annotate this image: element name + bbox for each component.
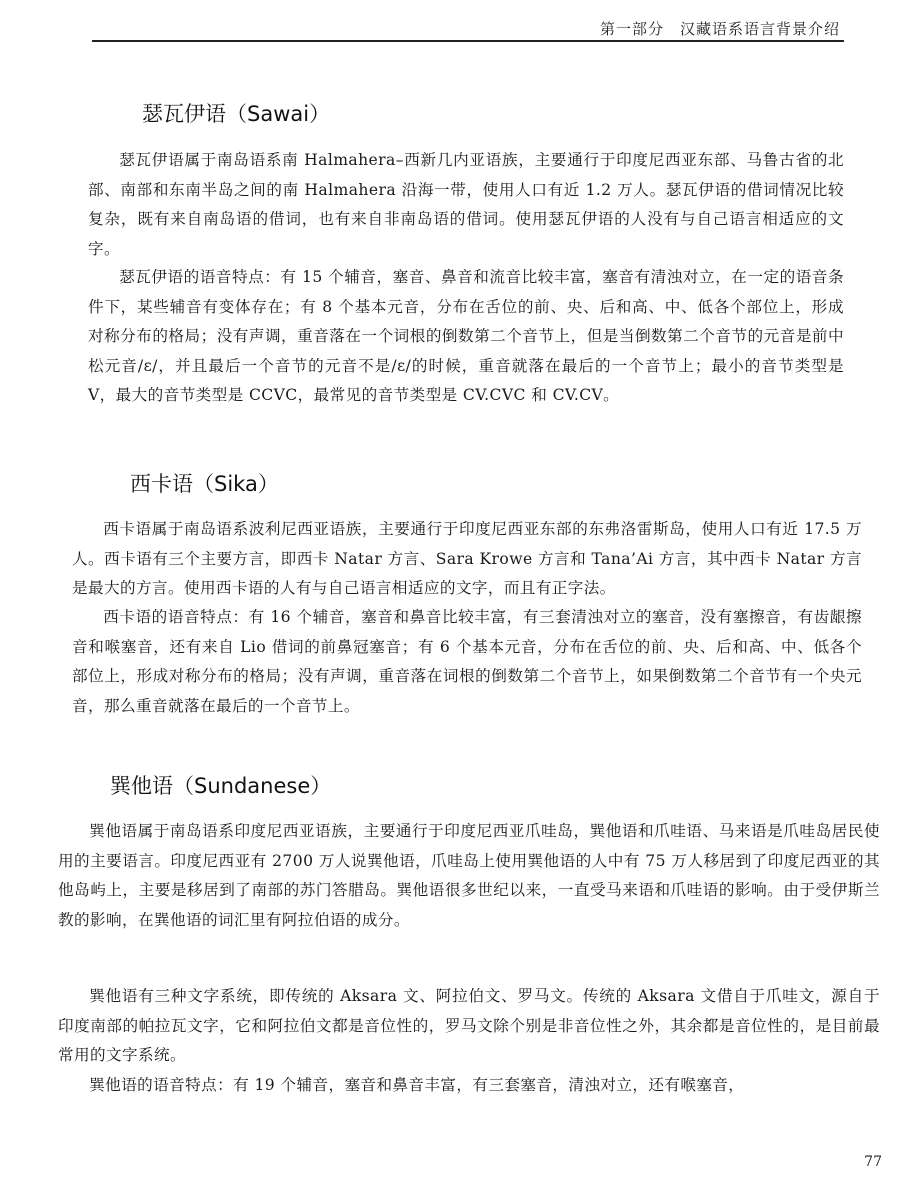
- paragraph-sawai-phonology: 瑟瓦伊语的语音特点：有 15 个辅音，塞音、鼻音和流音比较丰富，塞音有清浊对立，在一定的语音条件下，某些辅音有变体存在；有 8 个基本元音，分布在舌位的前、央、后和高、中、低各个部位上，形成对称分布的格局；没有声调，重音落在一个词根的倒数第二个音节上，但是当倒数第二个音节的元音是前中松元音/ɛ/，并且最后一个音节的元音不是/ɛ/的时候，重音就落在最后的一个音节上；最小的音节类型是 V，最大的音节类型是 CCVC，最常见的音节类型是 CV.CVC 和 CV.CV。: [88, 268, 844, 404]
- page-number: 77: [864, 1154, 882, 1170]
- paragraph-sawai-intro: 瑟瓦伊语属于南岛语系南 Halmahera–西新几内亚语族，主要通行于印度尼西亚东部、马鲁古省的北部、南部和东南半岛之间的南 Halmahera 沿海一带，使用人口有近 1.2 万人。瑟瓦伊语的借词情况比较复杂，既有来自南岛语的借词，也有来自非南岛语的借词。使用瑟瓦伊语的人没有与自己语言相适应的文字。: [88, 151, 844, 258]
- paragraph-sundanese-intro: 巽他语属于南岛语系印度尼西亚语族，主要通行于印度尼西亚爪哇岛，巽他语和爪哇语、马来语是爪哇岛居民使用的主要语言。印度尼西亚有 2700 万人说巽他语，爪哇岛上使用巽他语的人中有 75 万人移居到了印度尼西亚的其他岛屿上，主要是移居到了南部的苏门答腊岛。巽他语很多世纪以来，一直受马来语和爪哇语的影响。由于受伊斯兰教的影响，在巽他语的词汇里有阿拉伯语的成分。: [58, 822, 880, 929]
- section-title-sundanese: 巽他语（Sundanese）: [110, 774, 332, 798]
- header-rule: [92, 40, 844, 42]
- paragraph-sundanese-phonology: 巽他语的语音特点：有 19 个辅音，塞音和鼻音丰富，有三套塞音，清浊对立，还有喉塞音，: [89, 1076, 745, 1094]
- paragraph-sundanese-writing: 巽他语有三种文字系统，即传统的 Aksara 文、阿拉伯文、罗马文。传统的 Aksara 文借自于爪哇文，源自于印度南部的帕拉瓦文字，它和阿拉伯文都是音位性的，罗马文除个别是非音位性之外，其余都是音位性的，是目前最常用的文字系统。: [58, 987, 880, 1064]
- running-header: 第一部分 汉藏语系语言背景介绍: [599, 20, 840, 38]
- section-title-sika: 西卡语（Sika）: [130, 472, 279, 496]
- section-title-sawai: 瑟瓦伊语（Sawai）: [142, 102, 331, 126]
- paragraph-sika-intro: 西卡语属于南岛语系波利尼西亚语族，主要通行于印度尼西亚东部的东弗洛雷斯岛，使用人口有近 17.5 万人。西卡语有三个主要方言，即西卡 Natar 方言、Sara Krowe 方言和 Tana’Ai 方言，其中西卡 Natar 方言是最大的方言。使用西卡语的人有与自己语言相适应的文字，而且有正字法。: [72, 520, 862, 597]
- paragraph-sika-phonology: 西卡语的语音特点：有 16 个辅音，塞音和鼻音比较丰富，有三套清浊对立的塞音，没有塞擦音，有齿龈擦音和喉塞音，还有来自 Lio 借词的前鼻冠塞音；有 6 个基本元音，分布在舌位的前、央、后和高、中、低各个部位上，形成对称分布的格局；没有声调，重音落在词根的倒数第二个音节上，如果倒数第二个音节有一个央元音，那么重音就落在最后的一个音节上。: [72, 608, 862, 715]
